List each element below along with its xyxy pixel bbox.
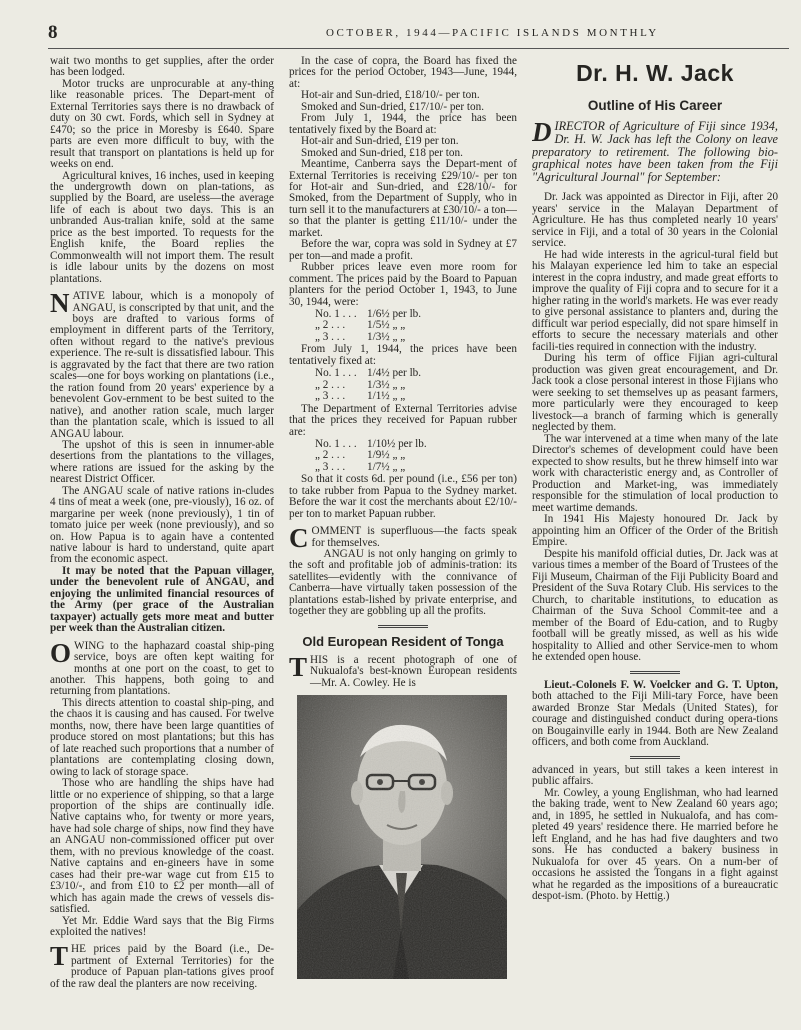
page-number: 8 [48, 22, 58, 43]
drop-cap: D [532, 117, 552, 148]
table-row: No. 1 . . . 1/6½ per lb. [315, 307, 422, 320]
paragraph: Those who are handling the ships have had little or no experience of shipping, so that a large proportion of the ships are continually idle. Native captains who, for twenty or more years, have had sole charge of ships, now find they have an ANGAU non-commissioned officer put over them, with no previous knowledge of the coast. Native captains and en-gineers have in some cases had their pre-war wage cut from £15 to £3/10/-, and from £10 to £2 per month—all of which has again made the crews of vessels dis-satisfied. [50, 777, 274, 916]
story-title: Old European Resident of Tonga [302, 633, 504, 649]
header-rule [48, 48, 789, 49]
paragraph: Meantime, Canberra says the Depart-ment of External Territories is receiving £29/10/- per ton for Hot-air and Sun-dried, and £28/10/- for Smoked, from the Department of Supply, who in turn sell it to the manufacturers at £30/10/- a ton—so that the planter is getting £11/10/- under the market. [289, 158, 517, 239]
portrait-photo [297, 695, 507, 979]
table-row: No. 1 . . . 1/10½ per lb. [315, 437, 427, 450]
drop-cap: O [50, 637, 72, 668]
table-row: „ 2 . . . 1/5½ „ „ [315, 319, 406, 332]
paragraph: From July 1, 1944, the prices have been tentatively fixed at: [289, 343, 517, 367]
table-row: „ 3 . . . 1/3½ „ „ [315, 330, 406, 343]
paragraph: Motor trucks are unprocurable at any-thing like reasonable prices. The Depart-ment of External Territories says there is no drawback of duty on 30 cwt. Fords, which sell in Sydney at £470; so the price in Moresby is £640. Spare parts are even more difficult to buy, with the result that transport on plantations is held up for weeks on end. [50, 77, 274, 171]
drop-cap: T [289, 651, 308, 682]
table-row: „ 2 . . . 1/9½ „ „ [315, 449, 406, 462]
paragraph: He had wide interests in the agricul-tural field but his Malayan experience led him to take an especial interest in the copra industry, and made great efforts to improve the quality of Fiji copra and to secure for it a higher rating in the world's markets. He was ever ready to give personal assistance to planters and, during the difficult war period especially, did not spare himself in efforts to secure the necessary materials and other facili-ties required in connection with the industry. [532, 248, 778, 353]
paragraph-text: WING to the haphazard coastal ship-ping service, boys are often kept waiting for months at one port on the coast, to get to another. This happens, both going to and returning from plantations. [50, 639, 274, 698]
paragraph: Agricultural knives, 16 inches, used in keeping the undergrowth down on plan-tations, as supplied by the Board, are useless—the average life of each is about two days. This is an unbranded Aus-tralian knife, sold at the same price as the best imported. To requests for the English knife, the Board replies the Commonwealth will not import them. The result is idle labour units by the dozens on most plantations. [50, 169, 274, 285]
paragraph: The Department of External Territories advise that the prices they received for Papuan rubber are: [289, 402, 517, 438]
table-row: „ 2 . . . 1/3½ „ „ [315, 378, 406, 391]
price-line: Smoked and Sun-dried, £18 per ton. [301, 146, 463, 159]
drop-cap: T [50, 941, 69, 972]
paragraph-emphasis: It may be noted that the Papuan villager, under the benevolent rule of ANGAU, and enjoying the unlimited financial resources of the Army (per grace of the Australian taxpayer) actually gets more meat and butter per week than the Australian citizen. [50, 564, 274, 635]
paragraph [289, 651, 517, 689]
paragraph: So that it costs 6d. per pound (i.e., £56 per ton) to take rubber from Papua to the Sydney market. Before the war it cost the merchants about £2/10/- per ton to market Papuan rubber. [289, 473, 517, 520]
paragraph: Mr. Cowley, a young Englishman, who had learned the baking trade, went to New Zealand 60 years ago; and, in 1895, he settled in Nukualofa, and has com-pleted 49 years' residence there. He married before he left England, and he has had five daughters and two sons. He has conducted a bakery business in Nukualofa for over 45 years. On a num-ber of occasions he assisted the Tongans in a fight against what he regarded as the impositions of a bureaucratic despot-ism. (Photo. by Hettig.) [532, 786, 778, 903]
paragraph [532, 680, 778, 749]
paragraph [50, 941, 274, 990]
paragraph: wait two months to get supplies, after the order has been lodged. [50, 56, 274, 79]
paragraph: From July 1, 1944, the price has been tentatively fixed by the Board at: [289, 112, 517, 136]
paragraph-text: ATIVE labour, which is a monopoly of ANGAU, is conscripted by that unit, and the boys are drafted to various forms of employment in different parts of the Territory, often without regard to the native's previous experience. The re-sult is dissatisfied labour. This is aggravated by the fact that there are two ration scales—one for boys working on plantations (i.e., the ration found from 20 years' experience by a benevolent Gov-ernment to be best suited to the native), and another ration scale, much larger than the plantation scale, which is issued to all ANGAU labour. [50, 290, 274, 440]
section-separator [378, 625, 428, 628]
paragraph: The upshot of this is seen in innumer-able desertions from the plantations to the villages, where rations are issued for the asking by the nearest District Officer. [50, 438, 274, 486]
price-line: Hot-air and Sun-dried, £18/10/- per ton. [301, 89, 480, 102]
article-title: Dr. H. W. Jack [576, 60, 734, 86]
paragraph [50, 288, 274, 440]
paragraph-text: OMMENT is superfluous—the facts speak for themselves. [311, 525, 517, 549]
running-title: OCTOBER, 1944—PACIFIC ISLANDS MONTHLY [326, 27, 659, 39]
paragraph: During his term of office Fijian agri-cultural production was given great encouragement, and Dr. Jack took a close personal interest in those Fijians who were seeking to set themselves up as peasant farmers, more particularly were they encouraged to keep livestock—a branch of farming which is generally neglected by them. [532, 352, 778, 434]
paragraph: In 1941 His Majesty honoured Dr. Jack by appointing him an Officer of the Order of the British Empire. [532, 513, 778, 549]
paragraph-text: HE prices paid by the Board (i.e., De-partment of External Territories) for the produce of Papuan plan-tations gives proof of the raw deal the planters are now receiving. [50, 943, 274, 990]
paragraph-lead: Lieut.-Colonels F. W. Voelcker and G. T. Upton, [544, 678, 778, 691]
table-row: No. 1 . . . 1/4½ per lb. [315, 367, 422, 380]
paragraph: This directs attention to coastal ship-ping, and the chaos it is causing and has caused. For twelve months, now, there have been large quantities of produce stored on most plantations; but this has of late reached such proportions that a number of plantations are contemplating closing down, owing to lack of storage space. [50, 696, 274, 778]
paragraph: Despite his manifold official duties, Dr. Jack was at various times a member of the Board of Trustees of the Fiji Museum, Chairman of the Fiji Publicity Board and President of the Suva Rotary Club. His services to the Church, to charitable institutions, to education as Chairman of the Suva School Commit-tee and a member of the Board of Edu-cation, and to Rugby football will be greatly missed, as well as his wide hospitality to Allied and other Service-men to whom he extended open house. [532, 547, 778, 664]
section-separator [630, 756, 680, 759]
paragraph-text: HIS is a recent photograph of one of Nukualofa's best-known European residents—Mr. A. Cowley. He is [310, 653, 517, 689]
paragraph: In the case of copra, the Board has fixed the prices for the period October, 1943—June, 1944, at: [289, 56, 517, 90]
rubber-price-table [289, 439, 517, 473]
drop-cap: N [50, 288, 70, 319]
section-separator [630, 671, 680, 674]
column-2 [289, 56, 517, 1024]
paragraph: ANGAU is not only hanging on grimly to the soft and profitable job of adminis-tration: its satellites—evidently with the connivance of Canberra—have virtually taken possession of the plantations estab-lished by private enterprise, and together they are gobbling up all the profits. [289, 548, 517, 618]
column-1 [50, 56, 274, 1024]
paragraph [50, 637, 274, 698]
rubber-price-table [289, 309, 517, 343]
paragraph: The ANGAU scale of native rations in-cludes 4 tins of meat a week (one, pre-viously), 16 oz. of margarine per week (none previously), 1 tin of tomato juice per week (none previously), and so on. How Papua is to again have a contented native labour is hard to understand, quite apart from the economic aspect. [50, 484, 274, 566]
paragraph: Yet Mr. Eddie Ward says that the Big Firms exploited the natives! [50, 914, 274, 938]
article-subtitle: Outline of His Career [587, 98, 723, 113]
column-3 [532, 56, 778, 1024]
paragraph-text: both attached to the Fiji Mili-tary Force, have been awarded Bronze Star Medals (United States), for courage and distinguished conduct during opera-tions on Bougainville early in 1944. Both are New Zealand officers, and both come from Auckland. [532, 690, 778, 749]
price-line: Hot-air and Sun-dried, £19 per ton. [301, 135, 459, 148]
paragraph: The war intervened at a time when many of the late Director's schemes of development could have been expected to show results, but he threw himself into war work with characteristic energy and, as Controller of Production and Market-ing, was immediately responsible for the stimulation of local production to meet wartime demands. [532, 432, 778, 514]
paragraph: Before the war, copra was sold in Sydney at £7 per ton—and made a profit. [289, 238, 517, 262]
price-line: Smoked and Sun-dried, £17/10/- per ton. [301, 100, 485, 113]
paragraph: Rubber prices leave even more room for comment. The prices paid by the Board to Papuan planters for the period October 1, 1943, to June 30, 1944, were: [289, 261, 517, 308]
paragraph: advanced in years, but still takes a keen interest in public affairs. [532, 763, 778, 788]
table-row: „ 3 . . . 1/1½ „ „ [315, 390, 406, 403]
table-row: „ 3 . . . 1/7½ „ „ [315, 460, 406, 473]
paragraph-text: IRECTOR of Agriculture of Fiji since 1934, Dr. H. W. Jack has left the Colony on leave preparatory to retirement. The following bio-graphical notes have been taken from the Fiji "Agricultural Journal" for September: [532, 119, 778, 184]
paragraph: Dr. Jack was appointed as Director in Fiji, after 20 years' service in the Malayan Department of Agriculture. He has thus completed nearly 10 years' service in Fiji, and a total of 30 years in the Colonial service. [532, 191, 778, 250]
intro-paragraph [532, 117, 778, 184]
rubber-price-table [289, 368, 517, 402]
paragraph [289, 523, 517, 554]
drop-cap: C [289, 523, 309, 554]
page-header [48, 22, 789, 46]
